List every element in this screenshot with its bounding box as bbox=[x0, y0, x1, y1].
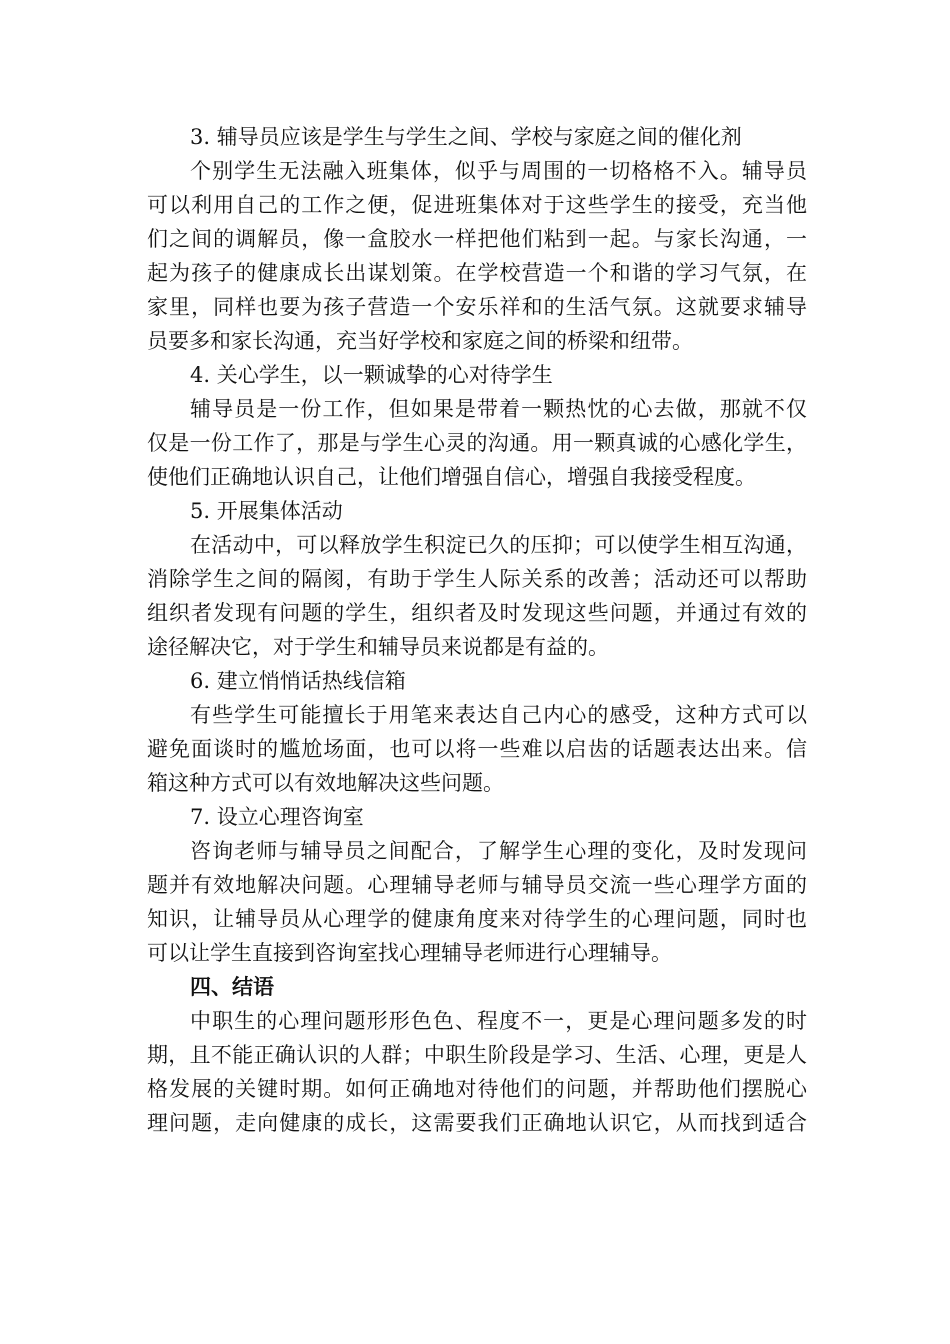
paragraph-line: 个别学生无法融入班集体，似乎与周围的一切格格不入。辅导员 bbox=[190, 159, 807, 183]
subheading-7: 7. 设立心理咨询室 bbox=[190, 805, 364, 829]
paragraph-line: 家里，同样也要为孩子营造一个安乐祥和的生活气氛。这就要求辅导 bbox=[147, 295, 807, 319]
paragraph-line: 使他们正确地认识自己，让他们增强自信心，增强自我接受程度。 bbox=[147, 465, 756, 489]
section-heading-conclusion: 四、结语 bbox=[190, 974, 274, 999]
paragraph-line: 避免面谈时的尴尬场面，也可以将一些难以启齿的话题表达出来。信 bbox=[147, 737, 807, 761]
subheading-4: 4. 关心学生，以一颗诚挚的心对待学生 bbox=[190, 363, 553, 387]
paragraph-line: 咨询老师与辅导员之间配合，了解学生心理的变化，及时发现问 bbox=[190, 839, 807, 863]
paragraph-line: 题并有效地解决问题。心理辅导老师与辅导员交流一些心理学方面的 bbox=[147, 873, 807, 897]
paragraph-line: 箱这种方式可以有效地解决这些问题。 bbox=[147, 771, 504, 795]
paragraph-line: 在活动中，可以释放学生积淀已久的压抑；可以使学生相互沟通， bbox=[190, 533, 807, 557]
paragraph-line: 知识，让辅导员从心理学的健康角度来对待学生的心理问题，同时也 bbox=[147, 907, 807, 931]
paragraph-line: 组织者发现有问题的学生，组织者及时发现这些问题，并通过有效的 bbox=[147, 601, 807, 625]
paragraph-line: 格发展的关键时期。如何正确地对待他们的问题，并帮助他们摆脱心 bbox=[147, 1077, 807, 1101]
paragraph-line: 理问题，走向健康的成长，这需要我们正确地认识它，从而找到适合 bbox=[147, 1111, 807, 1135]
paragraph-line: 期，且不能正确认识的人群；中职生阶段是学习、生活、心理，更是人 bbox=[147, 1043, 807, 1067]
paragraph-line: 员要多和家长沟通，充当好学校和家庭之间的桥梁和纽带。 bbox=[147, 329, 693, 353]
paragraph-line: 有些学生可能擅长于用笔来表达自己内心的感受，这种方式可以 bbox=[190, 703, 807, 727]
paragraph-line: 可以利用自己的工作之便，促进班集体对于这些学生的接受，充当他 bbox=[147, 193, 807, 217]
paragraph-line: 中职生的心理问题形形色色、程度不一，更是心理问题多发的时 bbox=[190, 1009, 807, 1033]
paragraph-line: 们之间的调解员，像一盒胶水一样把他们粘到一起。与家长沟通，一 bbox=[147, 227, 807, 251]
paragraph-line: 消除学生之间的隔阂，有助于学生人际关系的改善；活动还可以帮助 bbox=[147, 567, 807, 591]
paragraph-line: 辅导员是一份工作，但如果是带着一颗热忱的心去做，那就不仅 bbox=[190, 397, 807, 421]
subheading-6: 6. 建立悄悄话热线信箱 bbox=[190, 669, 406, 693]
paragraph-line: 仅是一份工作了，那是与学生心灵的沟通。用一颗真诚的心感化学生， bbox=[147, 431, 807, 455]
subheading-5: 5. 开展集体活动 bbox=[190, 499, 343, 523]
paragraph-line: 途径解决它，对于学生和辅导员来说都是有益的。 bbox=[147, 635, 609, 659]
subheading-3: 3. 辅导员应该是学生与学生之间、学校与家庭之间的催化剂 bbox=[190, 125, 742, 149]
paragraph-line: 可以让学生直接到咨询室找心理辅导老师进行心理辅导。 bbox=[147, 941, 672, 965]
paragraph-line: 起为孩子的健康成长出谋划策。在学校营造一个和谐的学习气氛，在 bbox=[147, 261, 807, 285]
